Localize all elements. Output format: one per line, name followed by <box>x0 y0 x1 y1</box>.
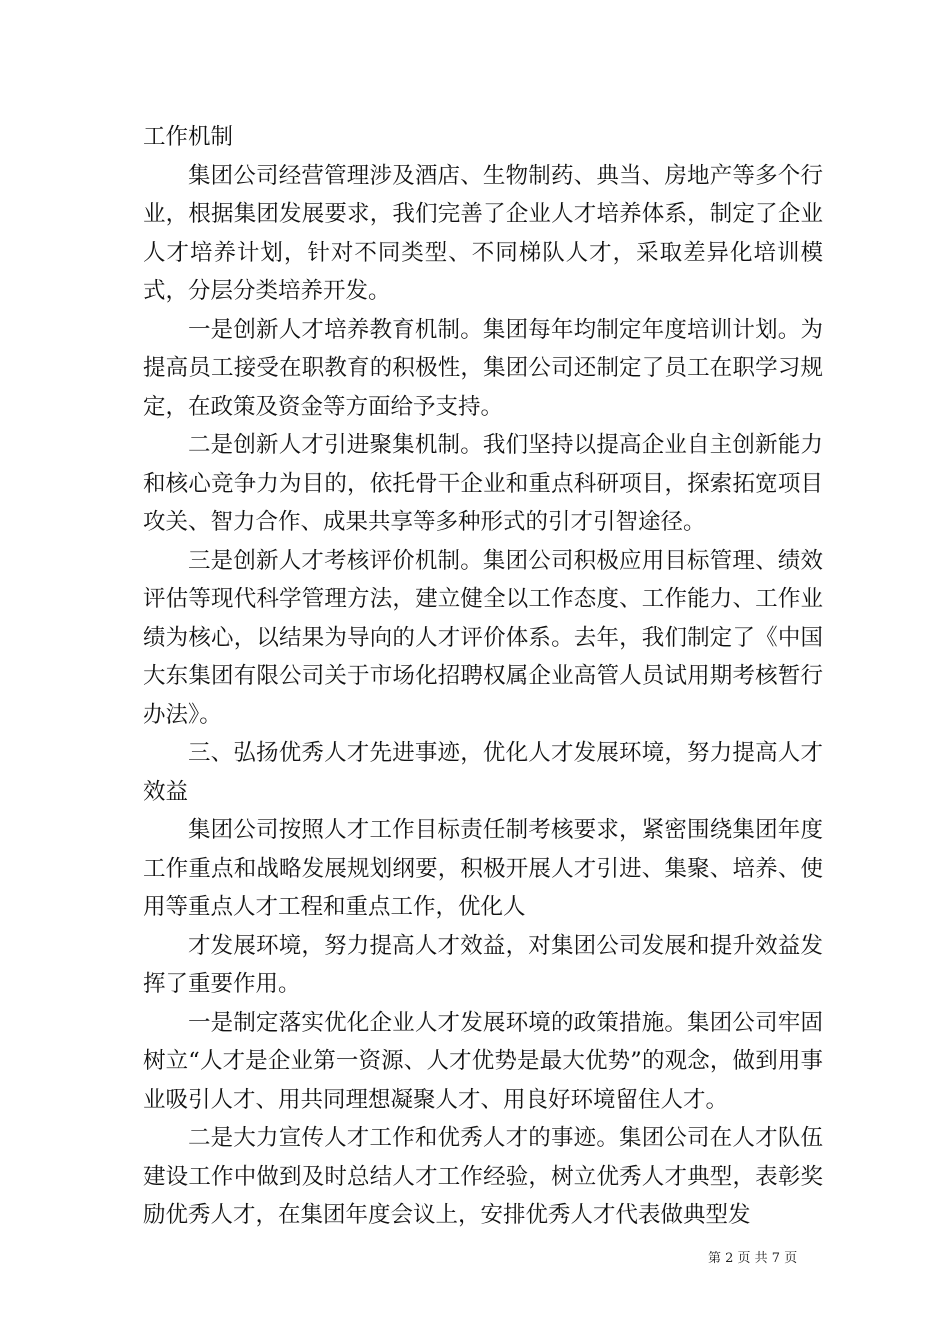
paragraph-point-3: 三是创新人才考核评价机制。集团公司积极应用目标管理、绩效评估等现代科学管理方法，建立健全以工作态度、工作能力、工作业绩为核心，以结果为导向的人才评价体系。去年，我们制定了《中国大东集团有限公司关于市场化招聘权属企业高管人员试用期考核暂行办法》。 <box>143 547 823 728</box>
document-body <box>143 118 823 1235</box>
paragraph-section-3-point-2: 二是大力宣传人才工作和优秀人才的事迹。集团公司在人才队伍建设工作中做到及时总结人才工作经验，树立优秀人才典型，表彰奖励优秀人才，在集团年度会议上，安排优秀人才代表做典型发 <box>143 1125 823 1228</box>
paragraph-point-1: 一是创新人才培养教育机制。集团每年均制定年度培训计划。为提高员工接受在职教育的积极性，集团公司还制定了员工在职学习规定，在政策及资金等方面给予支持。 <box>143 316 823 420</box>
paragraph-section-3-intro: 集团公司按照人才工作目标责任制考核要求，紧密围绕集团年度工作重点和战略发展规划纲要，积极开展人才引进、集聚、培养、使用等重点人才工程和重点工作，优化人 <box>143 817 823 920</box>
paragraph-heading-continuation: 工作机制 <box>143 124 234 150</box>
page-number-footer: 第 2 页 共 7 页 <box>708 1251 798 1266</box>
paragraph-section-3-point-1: 一是制定落实优化企业人才发展环境的政策措施。集团公司牢固树立“人才是企业第一资源、人才优势是最大优势”的观念，做到用事业吸引人才、用共同理想凝聚人才、用良好环境留住人才。 <box>143 1009 823 1113</box>
paragraph-intro: 集团公司经营管理涉及酒店、生物制药、典当、房地产等多个行业，根据集团发展要求，我们完善了企业人才培养体系，制定了企业人才培养计划，针对不同类型、不同梯队人才，采取差异化培训模式，分层分类培养开发。 <box>143 162 823 304</box>
paragraph-point-2: 二是创新人才引进聚集机制。我们坚持以提高企业自主创新能力和核心竞争力为目的，依托骨干企业和重点科研项目，探索拓宽项目攻关、智力合作、成果共享等多种形式的引才引智途径。 <box>143 432 823 535</box>
section-heading-3: 三、弘扬优秀人才先进事迹，优化人才发展环境，努力提高人才效益 <box>143 740 823 805</box>
paragraph-section-3-continued: 才发展环境，努力提高人才效益，对集团公司发展和提升效益发挥了重要作用。 <box>143 932 823 997</box>
